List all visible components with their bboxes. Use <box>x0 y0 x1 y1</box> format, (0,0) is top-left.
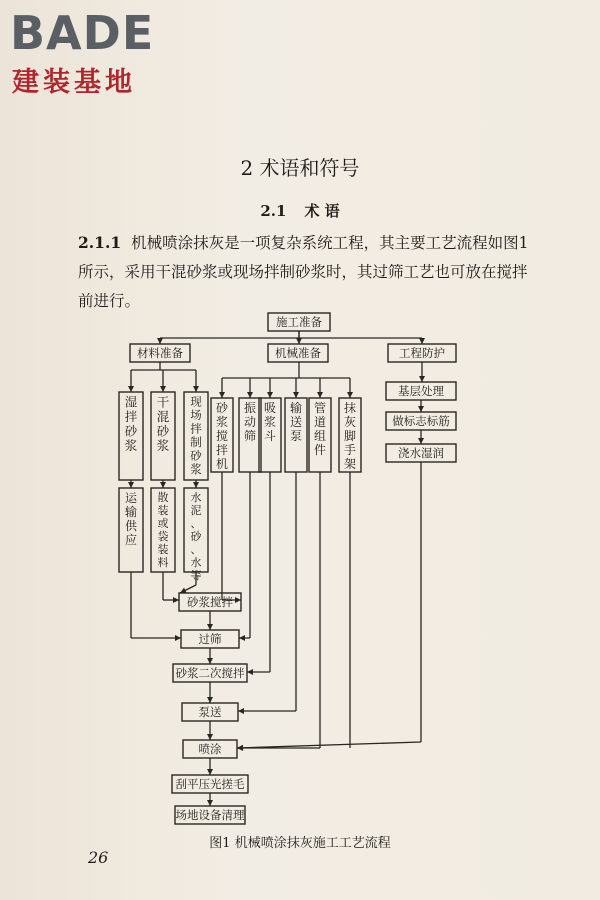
arrow-head <box>235 597 241 603</box>
machine-item-label: 输送泵 <box>289 401 303 443</box>
material-item-label: 湿拌砂浆 <box>124 394 138 453</box>
protection-substep-label: 基层处理 <box>398 384 444 398</box>
arrow-head <box>317 392 323 398</box>
arrow-head <box>207 734 213 740</box>
arrow-head <box>247 669 253 675</box>
arrow-head <box>239 635 245 641</box>
arrow-head <box>157 338 163 344</box>
section-title: 术 语 <box>304 202 340 220</box>
arrow-head <box>418 406 424 412</box>
brand-logo-subtitle: 建装基地 <box>12 67 136 98</box>
material-supply-label: 运输供应 <box>124 491 138 547</box>
arrow-head <box>193 482 199 488</box>
page-number: 26 <box>88 848 109 867</box>
arrow-head <box>160 386 166 392</box>
main-step-label: 砂浆二次搅拌 <box>175 666 245 680</box>
section-number: 2.1 <box>260 202 287 220</box>
figure-caption: 图1 机械喷涂抹灰施工工艺流程 <box>209 836 391 851</box>
machine-item-label: 抹灰脚手架 <box>343 401 357 471</box>
main-step-label: 过筛 <box>198 632 222 646</box>
main-step-label: 泵送 <box>198 705 222 719</box>
material-item-label: 现场拌制砂浆 <box>190 394 202 476</box>
arrow-head <box>219 392 225 398</box>
arrow-head <box>173 597 179 603</box>
protection-step-label: 工程防护 <box>399 346 445 360</box>
machinery-step-label: 机械准备 <box>275 346 321 360</box>
arrow-head <box>267 392 273 398</box>
arrow-head <box>207 800 213 806</box>
top-step-label: 施工准备 <box>276 315 322 329</box>
arrow-head <box>128 482 134 488</box>
arrow-head <box>238 708 244 714</box>
arrow-head <box>419 338 425 344</box>
arrow-head <box>160 482 166 488</box>
main-step-label: 喷涂 <box>198 742 222 756</box>
arrow-head <box>128 386 134 392</box>
machine-item-label: 管道组件 <box>313 401 327 457</box>
machine-item-label: 吸浆斗 <box>263 401 277 443</box>
protection-substep-label: 做标志标筋 <box>392 414 450 428</box>
machine-item-label: 振动筛 <box>243 401 257 443</box>
arrow-head <box>296 338 302 344</box>
arrow-head <box>207 697 213 703</box>
material-supply-label: 散装或袋装料 <box>157 491 169 569</box>
arrow-head <box>418 438 424 444</box>
materials-step-label: 材料准备 <box>137 346 183 360</box>
clause-text: 机械喷涂抹灰是一项复杂系统工程，其主要工艺流程如图1所示，采用干混砂浆或现场拌制砂浆时，其过筛工艺也可放在搅拌前进行。 <box>78 234 529 310</box>
arrow-head <box>207 769 213 775</box>
arrow-head <box>193 386 199 392</box>
arrow-head <box>207 658 213 664</box>
arrow-head <box>293 392 299 398</box>
arrow-head <box>419 376 425 382</box>
arrow-head <box>347 392 353 398</box>
arrow-head <box>237 745 243 751</box>
clause-number: 2.1.1 <box>78 233 122 252</box>
protection-substep-label: 浇水湿润 <box>398 446 444 460</box>
chapter-title: 2 术语和符号 <box>240 156 360 180</box>
arrow-head <box>207 624 213 630</box>
main-step-label: 砂浆搅拌 <box>187 595 233 609</box>
material-supply-label: 水泥、砂、水等 <box>190 491 202 582</box>
arrow-head <box>247 392 253 398</box>
machine-item-label: 砂浆搅拌机 <box>215 401 229 471</box>
main-step-label: 刮平压光搓毛 <box>175 777 245 791</box>
main-step-label: 场地设备清理 <box>175 808 245 822</box>
connector-line <box>237 742 421 748</box>
material-item-label: 干混砂浆 <box>156 394 170 453</box>
arrow-head <box>175 635 181 641</box>
brand-logo-text: BADE <box>10 6 155 60</box>
